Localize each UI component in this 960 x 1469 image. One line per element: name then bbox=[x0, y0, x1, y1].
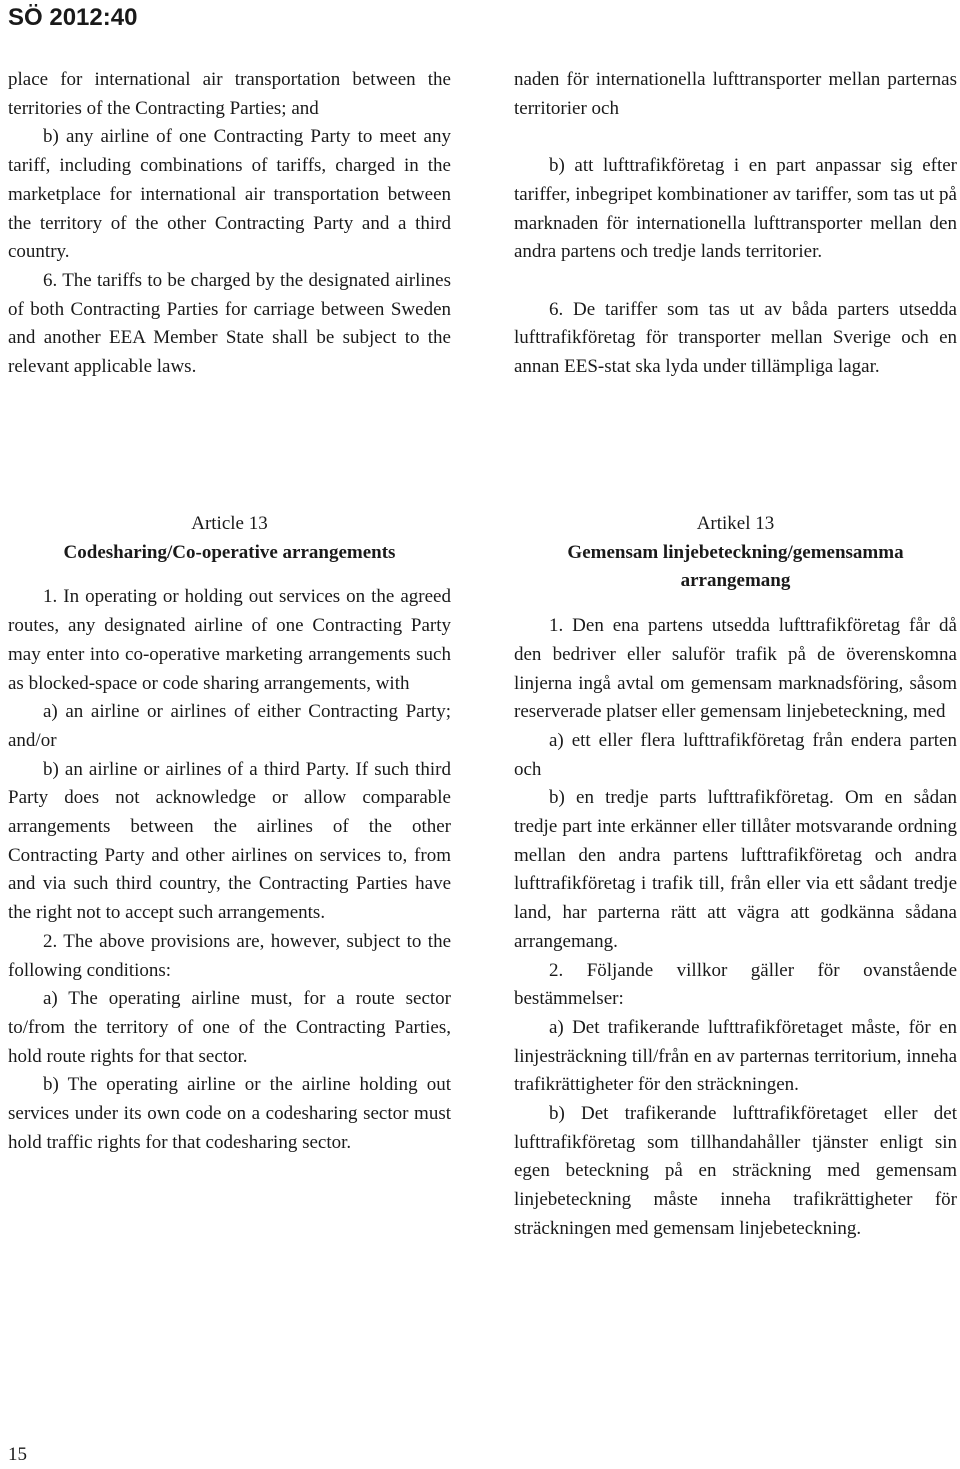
paragraph: 6. The tariffs to be charged by the designated airlines of both Contracting Parties for carriage between Sweden and another EEA Member State shall be subject to the relevant applicable laws. bbox=[8, 269, 451, 378]
page-number: 15 bbox=[8, 1444, 27, 1465]
paragraph: 2. Följande villkor gäller för ovanstående bestämmelser: bbox=[514, 959, 957, 1010]
spacer bbox=[8, 567, 451, 583]
paragraph: a) The operating airline must, for a route sector to/from the territory of one of the Contracting Parties, hold route rights for that sector. bbox=[8, 988, 451, 1067]
paragraph-gap bbox=[514, 123, 957, 152]
paragraph: a) Det trafikerande lufttrafikföretaget måste, för en linjesträckning till/från en av parternas territorium, inneha trafikrättigheter för den sträckningen. bbox=[514, 1016, 957, 1096]
paragraph: b) an airline or airlines of a third Party. If such third Party does not acknowledge or allow comparable arrangements between the airlines of the other Contracting Party and other airlines on services to, from and via such third country, the Contracting Parties have the right not to accept such arrangements. bbox=[8, 758, 451, 924]
paragraph: a) ett eller flera lufttrafikföretag från endera parten och bbox=[514, 729, 957, 780]
paragraph: b) Det trafikerande lufttrafikföretaget eller det lufttrafikföretag som tillhandahåller tjänster enligt sin egen beteckning på en sträckning med gemensam linjebeteckning måste inneha trafikrättigheter för sträckningen med gemensam linjebeteckning. bbox=[514, 1103, 957, 1239]
paragraph: naden för internationella lufttransporter mellan parternas territorier och bbox=[514, 69, 957, 119]
paragraph: 1. In operating or holding out services on the agreed routes, any designated airline of one Contracting Party may enter into co-operative marketing arrangements such as blocked-space or code sharing arrangements, with bbox=[8, 586, 451, 694]
english-article-13 bbox=[8, 510, 451, 1157]
spacer bbox=[514, 596, 957, 612]
document-id: SÖ 2012:40 bbox=[8, 4, 138, 31]
swedish-top-block bbox=[514, 66, 957, 382]
paragraph: 2. The above provisions are, however, subject to the following conditions: bbox=[8, 930, 451, 981]
paragraph: b) any airline of one Contracting Party to meet any tariff, including combinations of tariffs, charged in the marketplace for international air transportation between the territory of the other Contracting Party and a third country. bbox=[8, 126, 451, 263]
article-title: Gemensam linjebeteckning/gemensamma arrangemang bbox=[567, 541, 904, 592]
paragraph: b) The operating airline or the airline holding out services under its own code on a codesharing sector must hold traffic rights for that codesharing sector. bbox=[8, 1074, 451, 1153]
paragraph: a) an airline or airlines of either Contracting Party; and/or bbox=[8, 701, 451, 751]
article-number: Artikel 13 bbox=[696, 513, 775, 534]
paragraph: b) en tredje parts lufttrafikföretag. Om en sådan tredje part inte erkänner eller tillåter motsvarande ordning mellan den andra partens lufttrafikföretag och andra lufttrafikföretag i trafik till, från eller via ett sådant tredje land, har parterna rätt att vägra att godkänna sådana arrangemang. bbox=[514, 787, 957, 952]
paragraph-gap bbox=[514, 267, 957, 296]
paragraph: 1. Den ena partens utsedda lufttrafikföretag får då den bedriver eller saluför trafik på de överenskomna linjerna ingå avtal om gemensam marknadsföring, såsom reserverade platser eller gemensam linjebeteckning, med bbox=[514, 615, 957, 723]
paragraph: b) att lufttrafikföretag i en part anpassar sig efter tariffer, inbegripet kombinationer av tariffer, som tas ut på marknaden för internationella lufttransporter mellan den andra partens och tredje lands territorier. bbox=[514, 155, 957, 263]
english-top-block bbox=[8, 66, 451, 382]
paragraph: place for international air transportation between the territories of the Contracting Parties; and bbox=[8, 69, 451, 119]
swedish-article-13 bbox=[514, 510, 957, 1244]
paragraph: 6. De tariffer som tas ut av båda parters utsedda lufttrafikföretag för transporter mellan Sverige och en annan EES-stat ska lyda under tillämpliga lagar. bbox=[514, 298, 957, 377]
article-title: Codesharing/Co-operative arrangements bbox=[63, 541, 396, 563]
article-number: Article 13 bbox=[191, 513, 268, 534]
